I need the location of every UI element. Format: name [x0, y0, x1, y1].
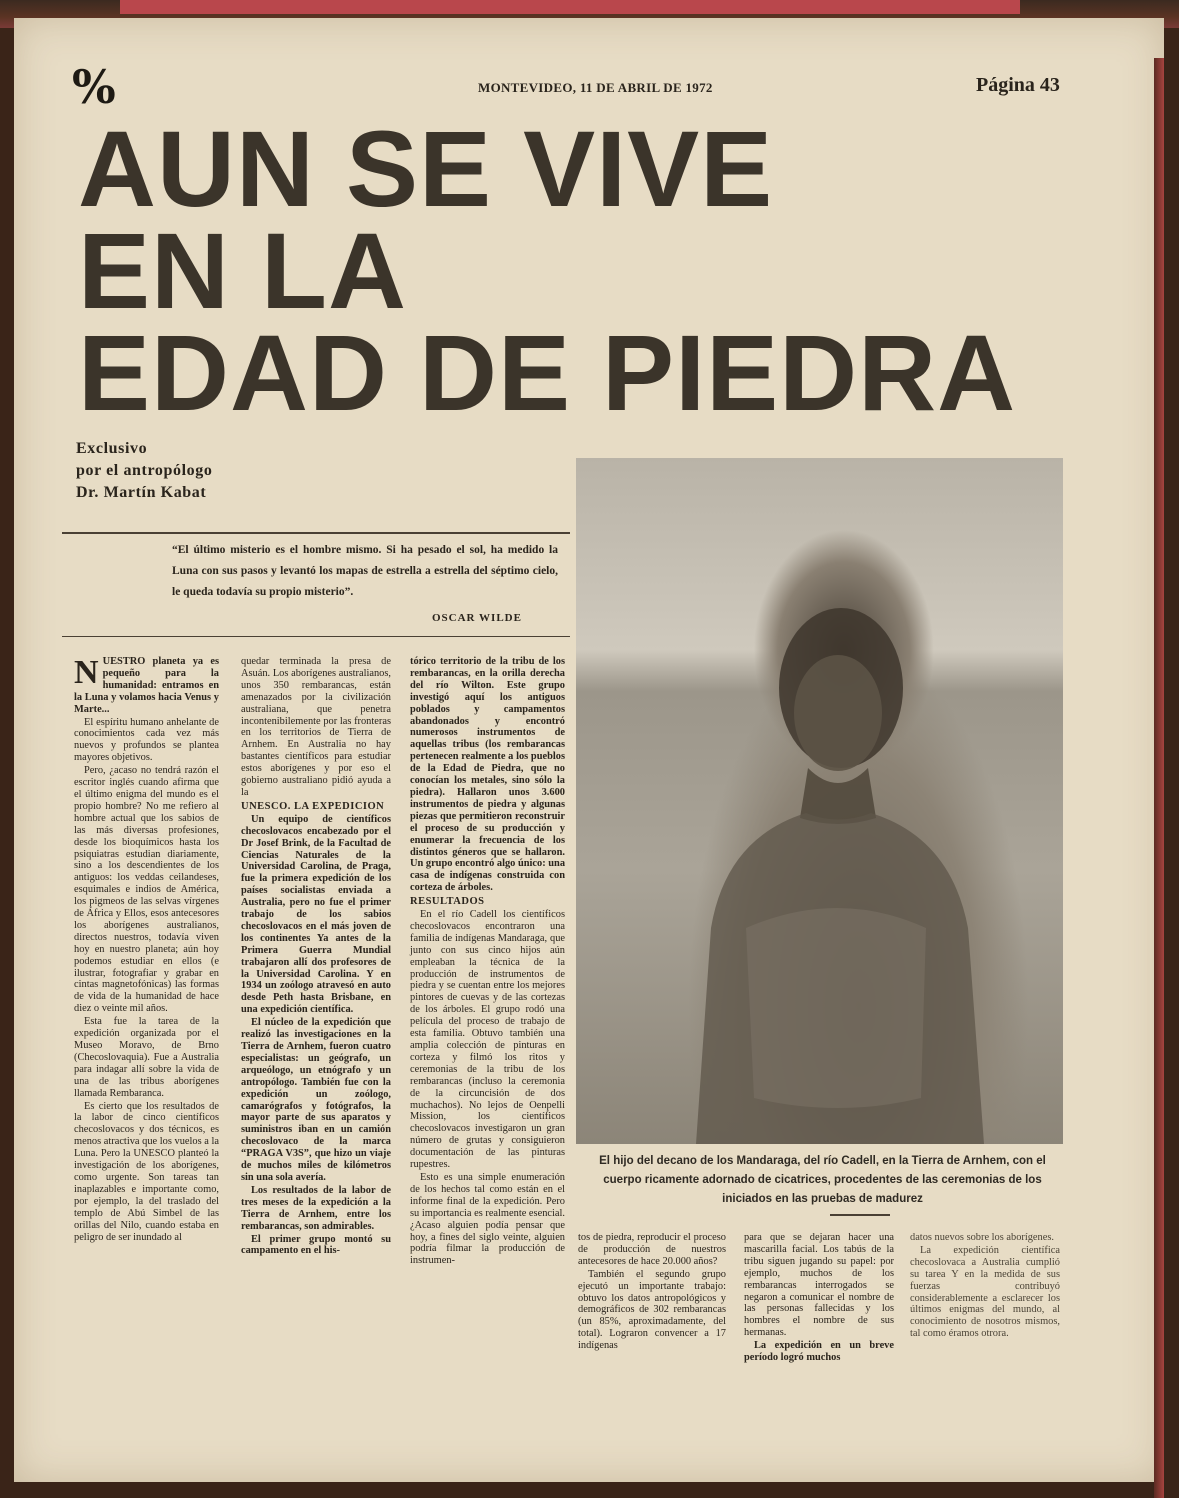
photo-figure-silhouette	[576, 458, 1063, 1144]
paragraph: El primer grupo montó su campamento en el his-	[241, 1233, 391, 1257]
paragraph: tórico territorio de la tribu de los rembarancas, en la orilla derecha del río Wilton. Este grupo investigó aquí los antiguos poblados y campamentos abandonados y encontró numerosos instrumentos de aquellas tribus (los rembarancas pertenecen realmente a los pueblos de la Edad de Piedra, que no conocían los metales, sino sólo la piedra). Hallaron unos 3.600 instrumentos de piedra y algunas piezas que permitieron reconstruir el proceso de su producción y enumerar la frecuencia de los distintos géneros que se hallaron. Un grupo encontró algo único: una casa de indígenas construida con corteza de árboles.	[410, 656, 566, 894]
paragraph: para que se dejaran hacer una mascarilla facial. Los tabús de la tribu siguen jugando su papel: por ejemplo, muchos de los rembarancas interrogados se negaron a comunicar el nombre de las personas fallecidas y los hombres el nombre de sus hermanas.	[744, 1232, 894, 1339]
red-tab	[120, 0, 1020, 14]
section-heading: RESULTADOS	[410, 896, 485, 908]
paragraph: También el segundo grupo ejecutó un importante trabajo: obtuvo los datos antropológicos y demográficos de 302 rembarancas (un 85%, aproximadamente, del total). Lograron convencer a 17 indígenas	[578, 1268, 726, 1352]
paragraph: Esto es una simple enumeración de los hechos tal como están en el informe final de la expedición. Pero su importancia es realmente esencial. ¿Acaso alguien podía pensar que hoy, a fines del siglo veinte, alguien podría filmar la producción de instrumen-	[410, 1171, 565, 1267]
paragraph: Pero, ¿acaso no tendrá razón el escritor inglés cuando afirma que el último enigma del mundo es el propio hombre? No me refiero al hombre actual que los sabios de las más diversas profesiones, desde los bioquímicos hasta los psiquiatras estudian diariamente, sino a los descendientes de los antiguos: los veddas ceilandeses, esquimales e indios de América, los pigmeos de las selvas vírgenes de África y Ellos, esos antecesores los aborígenes australianos, directos nuestros, todavía viven hoy en nuestro planeta; aún hoy podemos estudiar en ellos (e ilustrar, fotografiar y grabar en cintas magnetofónicas) las formas de vida de la humanidad de hace diez o veinte mil años.	[74, 765, 219, 1015]
byline	[76, 438, 212, 504]
paragraph: El espíritu humano anhelante de conocimientos cada vez más nuevos y profundos se plantea mayores objetivos.	[74, 716, 219, 764]
paragraph: Los resultados de la labor de tres meses de la expedición a la Tierra de Arnhem, entre los rembarancas, son admirables.	[241, 1184, 391, 1232]
headline-line-2: EN LA	[78, 210, 407, 331]
paragraph: La expedición científica checoslovaca a Australia cumplió su tarea Y en la medida de sus fuerzas contribuyó considerablemente a esclarecer los últimos enigmas del mundo, al conocimiento de nosotros mismos, tal como éramos otrora.	[910, 1244, 1060, 1340]
paragraph: tos de piedra, reproducir el proceso de producción de nuestros antecesores de hace 20.000 años?	[578, 1232, 726, 1267]
page-number: Página 43	[976, 74, 1060, 96]
headline-line-3: EDAD DE PIEDRA	[78, 312, 1017, 433]
paragraph: Esta fue la tarea de la expedición organizada por el Museo Moravo, de Brno (Checoslovaquia). Fue a Australia para indagar allí sobre la vida de una de las tribus aborígenes llamada Rembaranca.	[74, 1016, 219, 1099]
epigraph-author: OSCAR WILDE	[432, 612, 522, 624]
article-column-3	[410, 656, 565, 1268]
caption-rule	[830, 1214, 890, 1216]
byline-line-1: Exclusivo	[76, 440, 148, 457]
lead-text: UESTRO planeta ya es pequeño para la humanidad: entramos en la Luna y volamos hacia Venus y Marte...	[74, 656, 219, 715]
headline	[78, 108, 1038, 433]
epigraph-quote: “El último misterio es el hombre mismo. Si ha pesado el sol, ha medido la Luna con sus pasos y levantó los mapas de estrella a estrella del séptimo cielo, le queda todavía su propio misterio”.	[172, 544, 558, 598]
article-column-5	[744, 1232, 894, 1365]
dateline: MONTEVIDEO, 11 DE ABRIL DE 1972	[478, 80, 713, 95]
divider-rule	[62, 636, 570, 637]
paragraph: La expedición en un breve período logró muchos	[744, 1340, 894, 1364]
byline-line-2: por el antropólogo	[76, 462, 213, 479]
photo-caption: El hijo del decano de los Mandaraga, del río Cadell, en la Tierra de Arnhem, con el cuerpo ricamente adornado de cicatrices, procedentes de las ceremonias de los iniciados en las pruebas de madurez	[599, 1155, 1046, 1205]
paragraph: Es cierto que los resultados de la labor de cinco científicos checoslovacos y dos técnicos, es menos atractiva que los vuelos a la Luna. Pero la UNESCO planteó la investigación de los aborígenes, como urgente. Son tareas tan inaplazables e importante como, por ejemplo, la del traslado del templo de Abú Simbel de las orillas del Nilo, cuando estaba en peligro de ser inundado al	[74, 1100, 219, 1243]
article-lead	[74, 656, 219, 716]
paragraph: En el río Cadell los científicos checoslovacos encontraron una familia de indígenas Mandaraga, que junto con sus cinco hijos aún empleaban la técnica de la producción de instrumentos de piedra y se cuentan entre los mejores pintores de cuevas y de las cortezas de los árboles. El grupo rodó una película del proceso de trabajo de esta familia. Obtuvo también una amplia colección de pinturas en corteza y filmó los ritos y ceremonias de la tribu de los rembarancas (incluso la ceremonia de la circuncisión de dos muchachos). No lejos de Oenpelli Mission, los científicos checoslovacos investigaron un gran número de grutas y consiguieron documentación de las pinturas rupestres.	[410, 909, 565, 1171]
masthead-logo: %	[72, 60, 112, 114]
paragraph: El núcleo de la expedición que realizó las investigaciones en la Tierra de Arnhem, fueron cuatro especialistas: un geógrafo, un arqueólogo, un etnógrafo y un antropólogo. También fue con la expedición un zoólogo, camarógrafos y fotógrafos, la mayor parte de sus aparatos y suministros iban en un camión checoslovaco de la marca “PRAGA V3S”, que hizo un viaje de muchos miles de kilómetros sin una sola avería.	[241, 1017, 391, 1183]
page-edge	[1154, 58, 1164, 1498]
drop-cap: N	[74, 654, 99, 691]
section-heading: UNESCO. LA EXPEDICION	[241, 800, 385, 812]
article-column-6	[910, 1232, 1060, 1341]
paragraph: Un equipo de científicos checoslovacos encabezado por el Dr Josef Brink, de la Facultad de Ciencias Naturales de la Universidad Carolina, de Praga, fue la primera expedición de los países socialistas enviada a Australia, pero no fue el primer trabajo de los sabios checoslovacos en el más joven de los continentes Ya antes de la Primera Guerra Mundial trabajaron allí dos profesores de la Universidad Carolina. Y en 1934 un zoólogo atravesó en auto desde Peth hasta Brisbane, en una expedición científica.	[241, 813, 391, 1016]
article-column-1	[74, 656, 219, 1244]
article-column-2	[241, 656, 391, 1258]
divider-rule	[62, 532, 570, 534]
article-photo	[576, 458, 1063, 1144]
article-column-4	[578, 1232, 726, 1353]
headline-line-1: AUN SE VIVE	[78, 108, 774, 229]
paragraph: quedar terminada la presa de Asuán. Los aborígenes australianos, unos 350 rembarancas, están amenazados por la civilización australiana, que penetra incontenibilemente por las fronteras en los territorios de Tierra de Arnhem. En Australia no hay bastantes científicos para estudiar estos aborígenes y por eso el gobierno australiano pidió ayuda a la	[241, 656, 391, 798]
paragraph: datos nuevos sobre los aborígenes.	[910, 1232, 1054, 1243]
byline-line-3: Dr. Martín Kabat	[76, 484, 207, 501]
